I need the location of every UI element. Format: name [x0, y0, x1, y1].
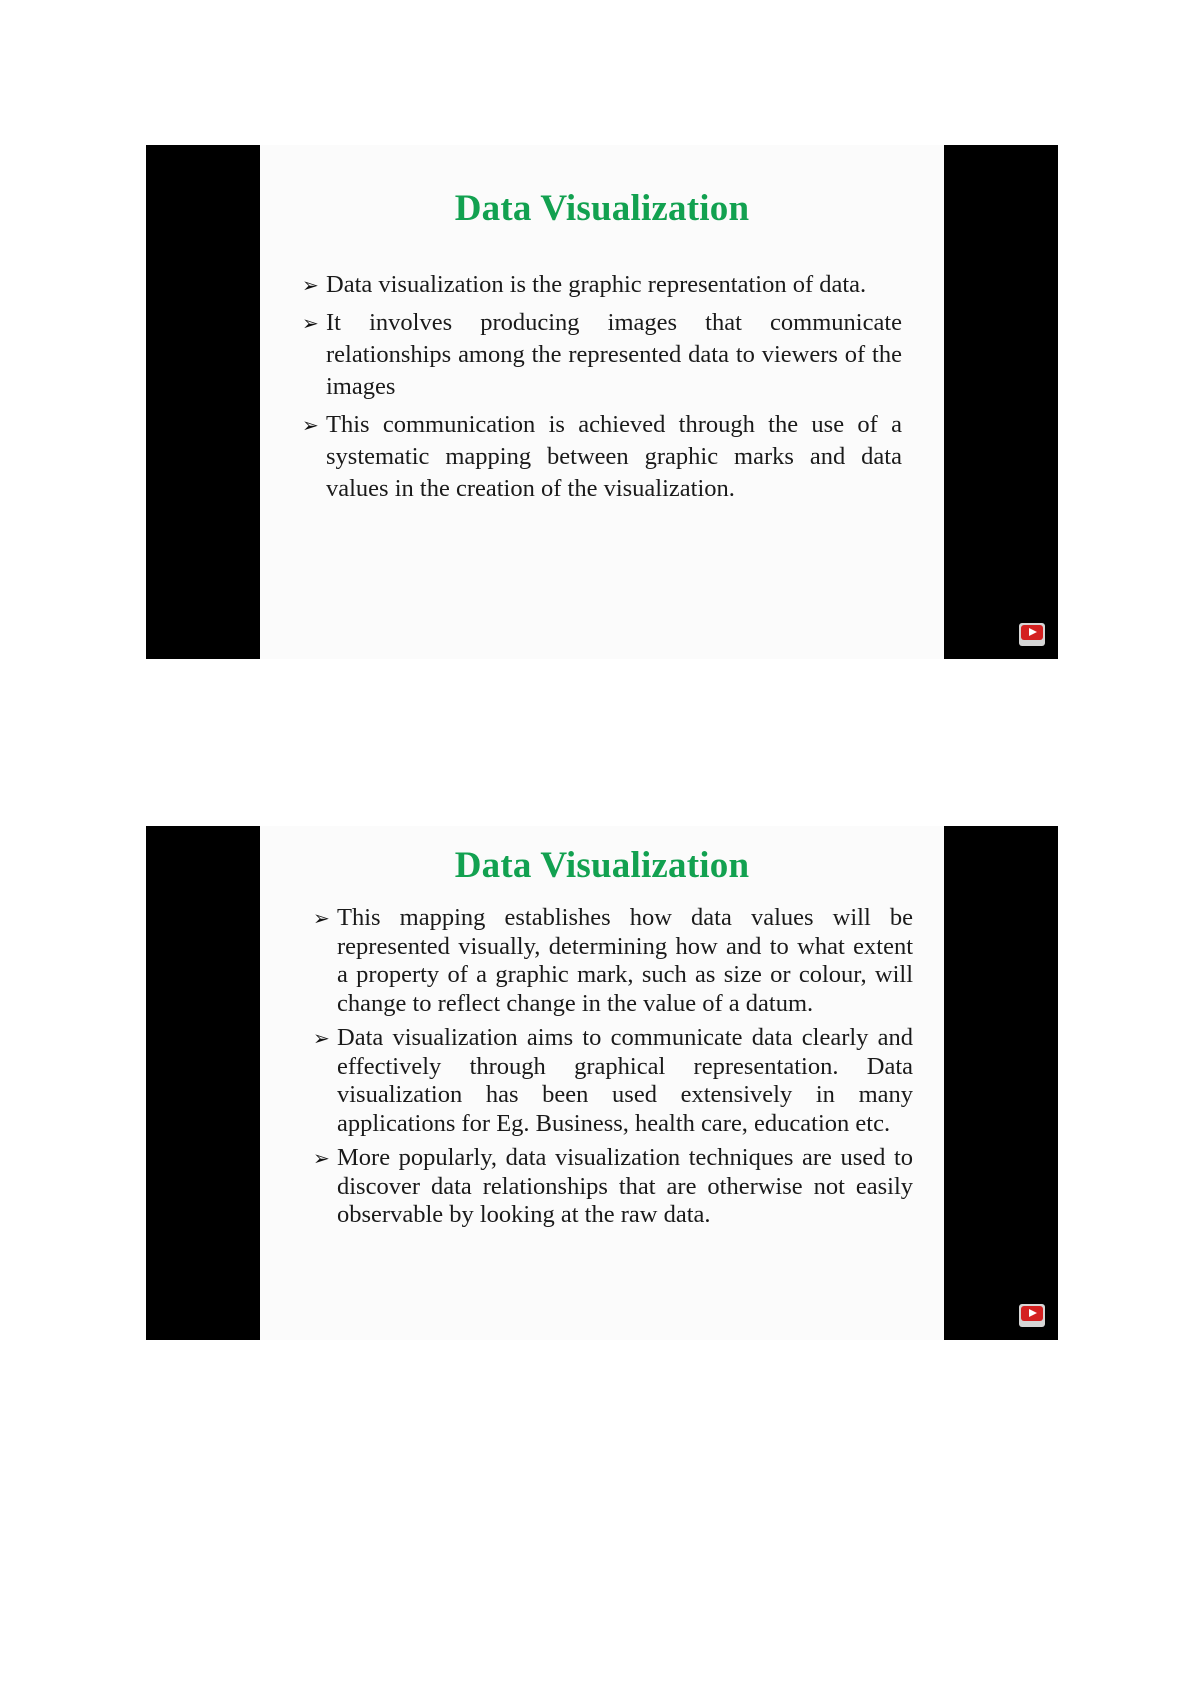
- play-triangle-icon: [1029, 628, 1037, 636]
- youtube-badge-body: [1021, 1306, 1043, 1321]
- bullet-list: [313, 904, 913, 1236]
- bullet-text: Data visualization aims to communicate data clearly and effectively through graphical representation. Data visualization has been used extensively in many applications for Eg. Business, health care, education etc.: [337, 1024, 913, 1137]
- bullet-text: This communication is achieved through the use of a systematic mapping between graphic marks and data values in the creation of the visualization.: [326, 411, 902, 502]
- youtube-play-icon[interactable]: [1019, 1304, 1045, 1327]
- slide-title: Data Visualization: [454, 188, 750, 229]
- slide-2: [260, 826, 944, 1340]
- slide-1: [260, 145, 944, 659]
- youtube-badge-body: [1021, 625, 1043, 640]
- list-item: [313, 904, 913, 1018]
- slide-title: Data Visualization: [454, 845, 750, 886]
- list-item: [302, 307, 902, 403]
- arrow-bullet-icon: ➢: [302, 413, 319, 437]
- arrow-bullet-icon: ➢: [313, 906, 330, 930]
- bullet-text: This mapping establishes how data values will be represented visually, determining how and to what extent a property of a graphic mark, such as size or colour, will change to reflect change in the value of a datum.: [337, 904, 913, 1017]
- bullet-list: [302, 269, 902, 511]
- bullet-text: It involves producing images that communicate relationships among the represented data to viewers of the images: [326, 309, 902, 400]
- list-item: [302, 409, 902, 505]
- slide-1-frame: [146, 145, 1058, 659]
- bullet-text: More popularly, data visualization techniques are used to discover data relationships that are otherwise not easily observable by looking at the raw data.: [337, 1144, 913, 1228]
- bullet-text: Data visualization is the graphic representation of data.: [326, 271, 867, 298]
- list-item: [313, 1144, 913, 1230]
- slide-2-frame: [146, 826, 1058, 1340]
- list-item: [313, 1024, 913, 1138]
- arrow-bullet-icon: ➢: [302, 273, 319, 297]
- list-item: [302, 269, 902, 301]
- arrow-bullet-icon: ➢: [302, 311, 319, 335]
- arrow-bullet-icon: ➢: [313, 1146, 330, 1170]
- play-triangle-icon: [1029, 1309, 1037, 1317]
- arrow-bullet-icon: ➢: [313, 1026, 330, 1050]
- youtube-play-icon[interactable]: [1019, 623, 1045, 646]
